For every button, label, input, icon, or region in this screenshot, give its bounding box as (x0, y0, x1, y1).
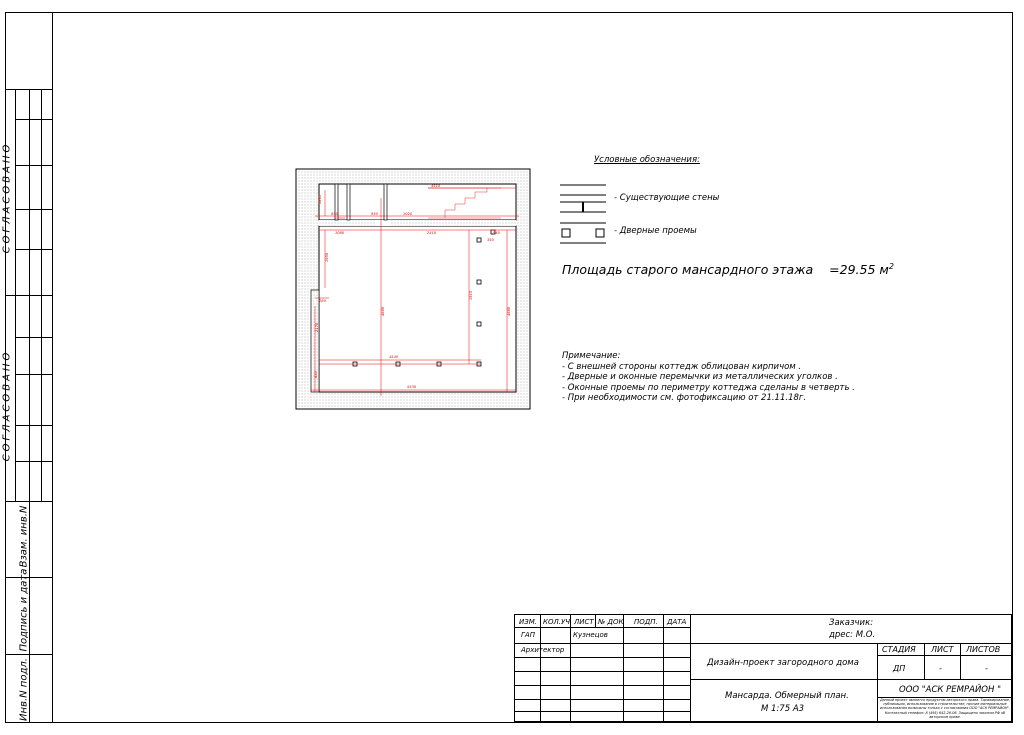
svg-text:4680: 4680 (507, 306, 511, 316)
partition-wall (319, 220, 516, 226)
stage-value: ДП (893, 664, 906, 673)
role-architect: Архитектор (521, 646, 565, 654)
svg-text:830: 830 (314, 371, 318, 378)
svg-text:930: 930 (371, 212, 378, 216)
partition-thin-2 (347, 184, 350, 220)
address: дрес: М.О. (829, 630, 876, 640)
list-header: ЛИСТ (931, 645, 954, 654)
notes-title: Примечание: (562, 351, 621, 361)
notes (562, 351, 882, 404)
stage-header: СТАДИЯ (882, 645, 916, 654)
header-list: ЛИСТ (574, 618, 594, 626)
company-name: ООО "АСК РЕМРАЙОН " (899, 685, 1001, 695)
gap-name: Кузнецов (573, 631, 608, 639)
svg-text:940: 940 (493, 231, 500, 235)
door-legend-icon (560, 222, 606, 244)
header-izm: ИЗМ. (519, 618, 537, 626)
header-doc: № ДОК (598, 618, 624, 626)
list-value: - (939, 664, 942, 673)
svg-text:4680: 4680 (381, 306, 385, 316)
signature-date-label: Подпись и дата (18, 568, 30, 652)
partition-thin-3 (384, 184, 387, 220)
sheet-title-1: Мансарда. Обмерный план. (725, 691, 849, 701)
svg-text:5530: 5530 (407, 385, 417, 389)
svg-text:4510: 4510 (431, 184, 441, 188)
floor-plan (295, 168, 531, 410)
svg-text:1245: 1245 (318, 194, 322, 204)
note-item: - С внешней стороны коттедж облицован кирпичом . (562, 361, 802, 372)
wall-legend-icon (560, 184, 606, 214)
svg-text:2410: 2410 (427, 231, 437, 235)
inv-replace-label: Взам. инв.N (18, 505, 30, 568)
area-text: Площадь старого мансардного этажа (562, 262, 814, 278)
note-item: - При необходимости см. фотофиксацию от 21.11.18г. (562, 393, 807, 403)
svg-text:2170: 2170 (315, 322, 319, 332)
svg-text:1915: 1915 (469, 290, 473, 300)
legend-doors: - Дверные проемы (614, 226, 697, 236)
note-item: - Дверные и оконные перемычки из металлических уголков . (562, 372, 838, 382)
copyright-notice: Данный проект является продуктом авторского права. Тиражирование, публикация, использование в строительстве, прочие материальные использования возможны только с согласования ООО "АСК РЕМРАЙОН". Контактный телефон: 8 (495) 642-26-06. Защищено законом РФ об авторском праве. (879, 698, 1011, 719)
svg-text:4540: 4540 (389, 355, 399, 359)
inv-orig-label: Инв.N подл. (18, 658, 30, 721)
note-item: - Оконные проемы по периметру коттеджа сделаны в четверть . (562, 382, 855, 393)
area-label (562, 262, 894, 277)
lists-value: - (985, 664, 988, 673)
svg-text:1080: 1080 (335, 231, 345, 235)
svg-text:350: 350 (487, 238, 494, 242)
lists-header: ЛИСТОВ (966, 645, 1001, 654)
title-block (514, 614, 1012, 722)
project-title: Дизайн-проект загородного дома (707, 658, 859, 668)
approved-label-2: СОГЛАСОВАНО (1, 349, 13, 462)
header-date: ДАТА (667, 618, 687, 626)
header-kol: КОЛ.УЧ (543, 618, 571, 626)
svg-text:280: 280 (319, 299, 326, 303)
area-superscript: 2 (888, 262, 894, 271)
header-sign: ПОДП. (634, 618, 658, 626)
svg-text:830: 830 (331, 212, 338, 216)
svg-text:1020: 1020 (403, 212, 413, 216)
svg-text:1950: 1950 (325, 252, 329, 262)
role-gap: ГАП (521, 631, 535, 639)
approved-label-1: СОГЛАСОВАНО (1, 141, 13, 254)
door-gap (375, 220, 391, 226)
legend-title: Условные обозначения: (594, 155, 700, 165)
sheet-title-2: М 1:75 А3 (761, 704, 805, 714)
area-value: =29.55 м (829, 262, 889, 278)
room-main (319, 226, 516, 392)
legend-walls: - Существующие стены (614, 193, 720, 203)
customer-label: Заказчик: (829, 618, 874, 628)
